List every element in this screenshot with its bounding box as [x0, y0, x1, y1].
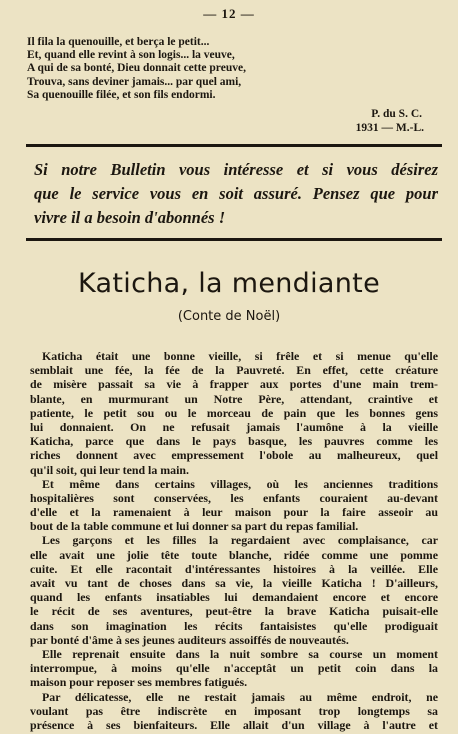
story-line: cuite. Et elle racontait d'intéressantes histoires à la veillée. Elle [30, 561, 438, 576]
story-line: de misère passait sa vie à frapper aux portes d'une main trem- [30, 377, 438, 392]
divider-top [26, 144, 442, 147]
story-line: semblait une fée, la fée de la Pauvreté. En effet, cette créature [30, 363, 438, 378]
poem-line: Sa quenouille filée, et son fils endormi. [27, 88, 216, 101]
notice-line: Si notre Bulletin vous intéresse et si vous désirez [34, 160, 438, 179]
story-body [30, 349, 438, 732]
story-line: bout de la table commune et lui donner sa part du repas familial. [30, 519, 359, 534]
poem-line: A qui de sa bonté, Dieu donnait cette preuve, [27, 62, 246, 75]
story-line: lui donnaient. On ne refusait jamais l'aumône à la vieille [30, 419, 438, 434]
story-subtitle: (Conte de Noël) [177, 309, 281, 324]
subscription-notice [34, 158, 438, 230]
story-line: patiente, le petit sou ou le morceau de pain que les bonnes gens [30, 405, 438, 420]
story-line: Katicha, parce que dans le pays basque, les pauvres comme les [30, 434, 438, 449]
story-line: d'elle et la ramenaient à leur maison pour la faire asseoir au [30, 505, 438, 520]
story-line: blante, en murmurant un Notre Père, attendant, craintive et [30, 391, 438, 406]
story-line: par bonté d'âme à ses jeunes auditeurs assoiffés de nouveautés. [30, 632, 349, 647]
story-line: elle avait une jolie tête toute blanche, ridée comme une pomme [30, 547, 438, 562]
page-number: — 12 — [203, 6, 255, 21]
story-line: interrompue, à moins qu'elle n'acceptât un petit coin dans la [30, 661, 438, 676]
story-line: Les garçons et les filles la regardaient avec complaisance, car [42, 533, 438, 548]
story-line: quand les enfants insatiables lui demandaient encore et encore [30, 590, 438, 605]
story-line: Elle reprenait ensuite dans la nuit sombre sa course un moment [42, 646, 438, 661]
poem-signature: P. du S. C. [371, 108, 422, 120]
story-line: hospitalières sont conservées, les enfants couraient au-devant [30, 490, 438, 505]
story-line: dans son imagination les récits fantaisistes qu'elle prodiguait [30, 618, 438, 633]
notice-line: que le service vous en soit assuré. Pensez que pour [34, 184, 438, 203]
notice-line: vivre il a besoin d'abonnés ! [34, 208, 226, 227]
story-line: Et même dans certains villages, où les anciennes traditions [42, 476, 438, 491]
story-line: avait vu tant de choses dans sa vie, la vieille Katicha ! D'ailleurs, [30, 576, 438, 590]
story-line: qu'il soit, qui leur tend la main. [30, 462, 190, 477]
story-line: maison pour reposer ses membres fatigués. [30, 675, 248, 690]
poem-line: Trouva, sans deviner jamais... par quel ami, [27, 75, 242, 88]
divider-bottom [26, 238, 442, 241]
story-line: Katicha était une bonne vieille, si frêle et si menue qu'elle [42, 349, 438, 363]
story-line: présence à ses bienfaiteurs. Elle allait d'un village à l'autre et [30, 717, 438, 732]
story-title: Katicha, la mendiante [78, 268, 380, 299]
story-line: le récit de ses aventures, peut-être la brave Katicha puisait-elle [30, 604, 438, 619]
story-line: riches donnent avec empressement l'obole au malheureux, quel [30, 448, 438, 463]
poem-date: 1931 — M.-L. [355, 122, 424, 134]
story-line: Par délicatesse, elle ne restait jamais au même endroit, ne [42, 689, 438, 704]
story-line: voulant pas être indiscrète en imposant trop longtemps sa [30, 703, 438, 718]
poem-line: Il fila la quenouille, et berça le petit... [27, 36, 210, 48]
poem-line: Et, quand elle revint à son logis... la veuve, [27, 49, 235, 62]
poem [27, 36, 437, 102]
